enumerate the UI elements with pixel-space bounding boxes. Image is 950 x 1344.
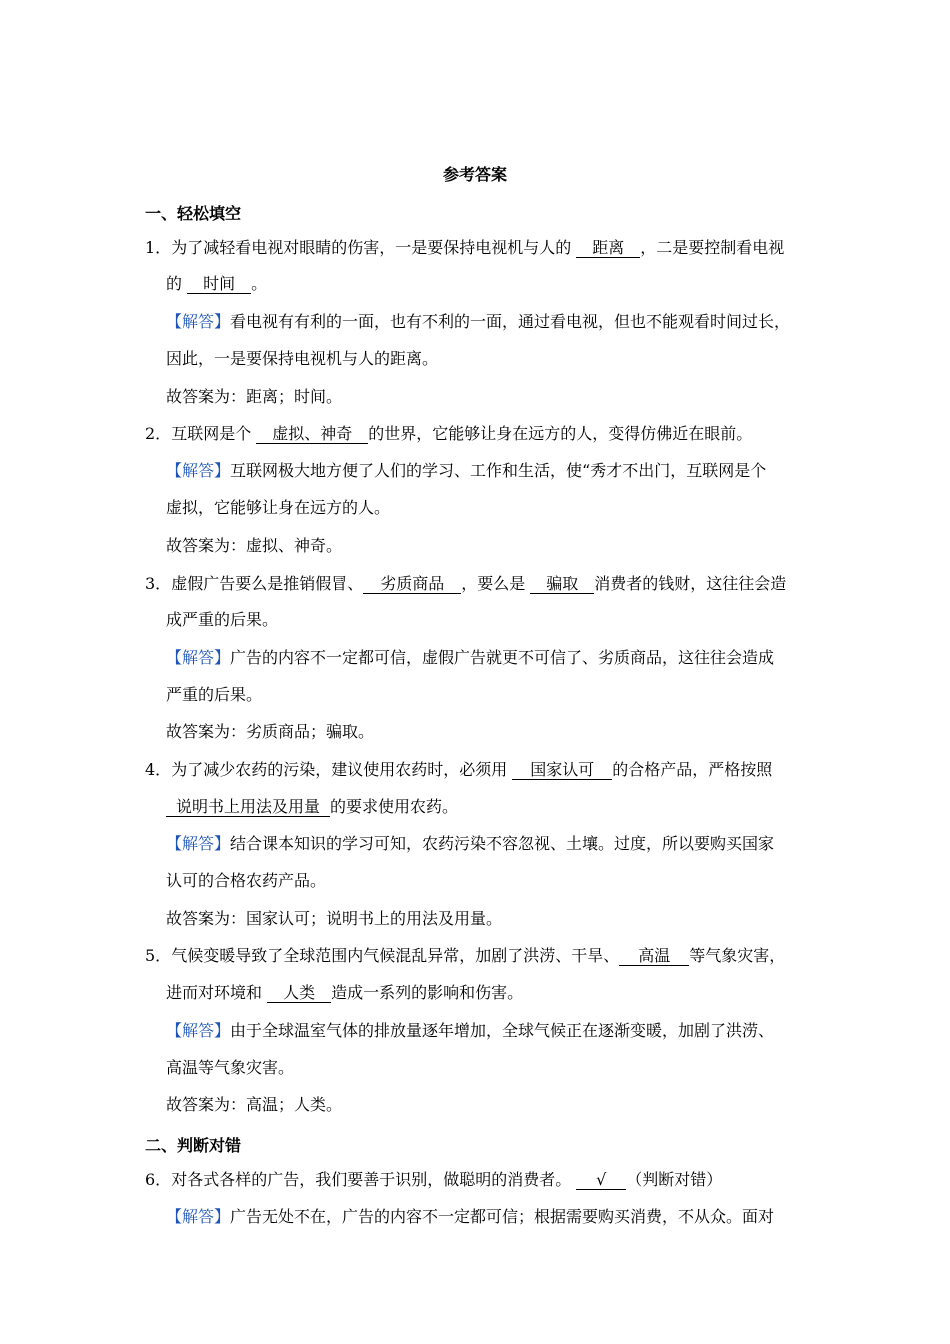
question-5-final-answer: 故答案为：高温；人类。 (166, 1095, 343, 1114)
question-1-explanation-cont: 因此，一是要保持电视机与人的距离。 (166, 349, 439, 368)
question-number: 1． (145, 238, 172, 257)
question-5-explanation-cont: 高温等气象灾害。 (166, 1058, 295, 1077)
answer-tag: 【解答】 (166, 648, 231, 667)
question-3-final-answer: 故答案为：劣质商品；骗取。 (166, 722, 375, 741)
question-4-line-1: 4．为了减少农药的污染，建议使用农药时，必须用 国家认可 的合格产品，严格按照 (145, 760, 773, 779)
answer-tag: 【解答】 (166, 1207, 231, 1226)
question-4-line-2: 说明书上用法及用量 的要求使用农药。 (166, 797, 458, 817)
question-2-line-1: 2．互联网是个 虚拟、神奇 的世界，它能够让身在远方的人，变得仿佛近在眼前。 (145, 424, 753, 443)
answer-tag: 【解答】 (166, 312, 231, 331)
answer-blank: 骗取 (530, 574, 594, 594)
answer-tag: 【解答】 (166, 834, 231, 853)
answer-blank: 高温 (619, 946, 689, 966)
question-1-final-answer: 故答案为：距离；时间。 (166, 387, 343, 406)
question-4-final-answer: 故答案为：国家认可；说明书上的用法及用量。 (166, 909, 503, 928)
question-5-line-1: 5．气候变暖导致了全球范围内气候混乱异常，加剧了洪涝、干旱、 高温 等气象灾害， (145, 946, 786, 965)
question-5-explanation: 【解答】由于全球温室气体的排放量逐年增加，全球气候正在逐渐变暖，加剧了洪涝、 (166, 1021, 775, 1040)
question-number: 5． (145, 946, 172, 965)
answer-tag: 【解答】 (166, 1021, 231, 1040)
answer-blank: 时间 (187, 274, 251, 294)
question-2-final-answer: 故答案为：虚拟、神奇。 (166, 536, 343, 555)
question-number: 4． (145, 760, 172, 779)
question-4-explanation: 【解答】结合课本知识的学习可知，农药污染不容忽视、土壤。过度，所以要购买国家 (166, 834, 775, 853)
page-title: 参考答案 (442, 165, 507, 184)
question-2-explanation-cont: 虚拟，它能够让身在远方的人。 (166, 498, 391, 517)
question-number: 6． (145, 1170, 172, 1189)
question-3-line-1: 3．虚假广告要么是推销假冒、 劣质商品 ，要么是 骗取 消费者的钱财，这往往会造 (145, 574, 787, 593)
answer-blank: 说明书上用法及用量 (166, 797, 330, 817)
answer-blank: 劣质商品 (363, 574, 461, 594)
section-heading-fill-blanks: 一、轻松填空 (145, 204, 242, 223)
question-1-line-2: 的 时间 。 (166, 274, 268, 293)
question-3-explanation: 【解答】广告的内容不一定都可信，虚假广告就更不可信了、劣质商品，这往往会造成 (166, 648, 775, 667)
question-1-line-1: 1．为了减轻看电视对眼睛的伤害，一是要保持电视机与人的 距离 ，二是要控制看电视 (145, 238, 785, 257)
section-heading-true-false: 二、判断对错 (145, 1136, 242, 1155)
question-3-line-2: 成严重的后果。 (166, 610, 279, 629)
answer-blank: 人类 (267, 983, 331, 1003)
question-4-explanation-cont: 认可的合格农药产品。 (166, 871, 327, 890)
question-number: 3． (145, 574, 172, 593)
answer-tag: 【解答】 (166, 461, 231, 480)
answer-blank: 国家认可 (512, 760, 612, 780)
answer-blank: √ (576, 1170, 626, 1190)
question-number: 2． (145, 424, 172, 443)
answer-blank: 距离 (576, 238, 640, 258)
question-5-line-2: 进而对环境和 人类 造成一系列的影响和伤害。 (166, 983, 524, 1002)
question-6-explanation: 【解答】广告无处不在，广告的内容不一定都可信；根据需要购买消费，不从众。面对 (166, 1207, 775, 1226)
question-3-explanation-cont: 严重的后果。 (166, 685, 263, 704)
question-2-explanation: 【解答】互联网极大地方便了人们的学习、工作和生活，使“秀才不出门，互联网是个 (166, 461, 767, 480)
question-6-line-1: 6．对各式各样的广告，我们要善于识别，做聪明的消费者。 √ （判断对错） (145, 1170, 723, 1189)
question-1-explanation: 【解答】看电视有有利的一面，也有不利的一面，通过看电视，但也不能观看时间过长， (166, 312, 791, 331)
answer-blank: 虚拟、神奇 (256, 424, 368, 444)
